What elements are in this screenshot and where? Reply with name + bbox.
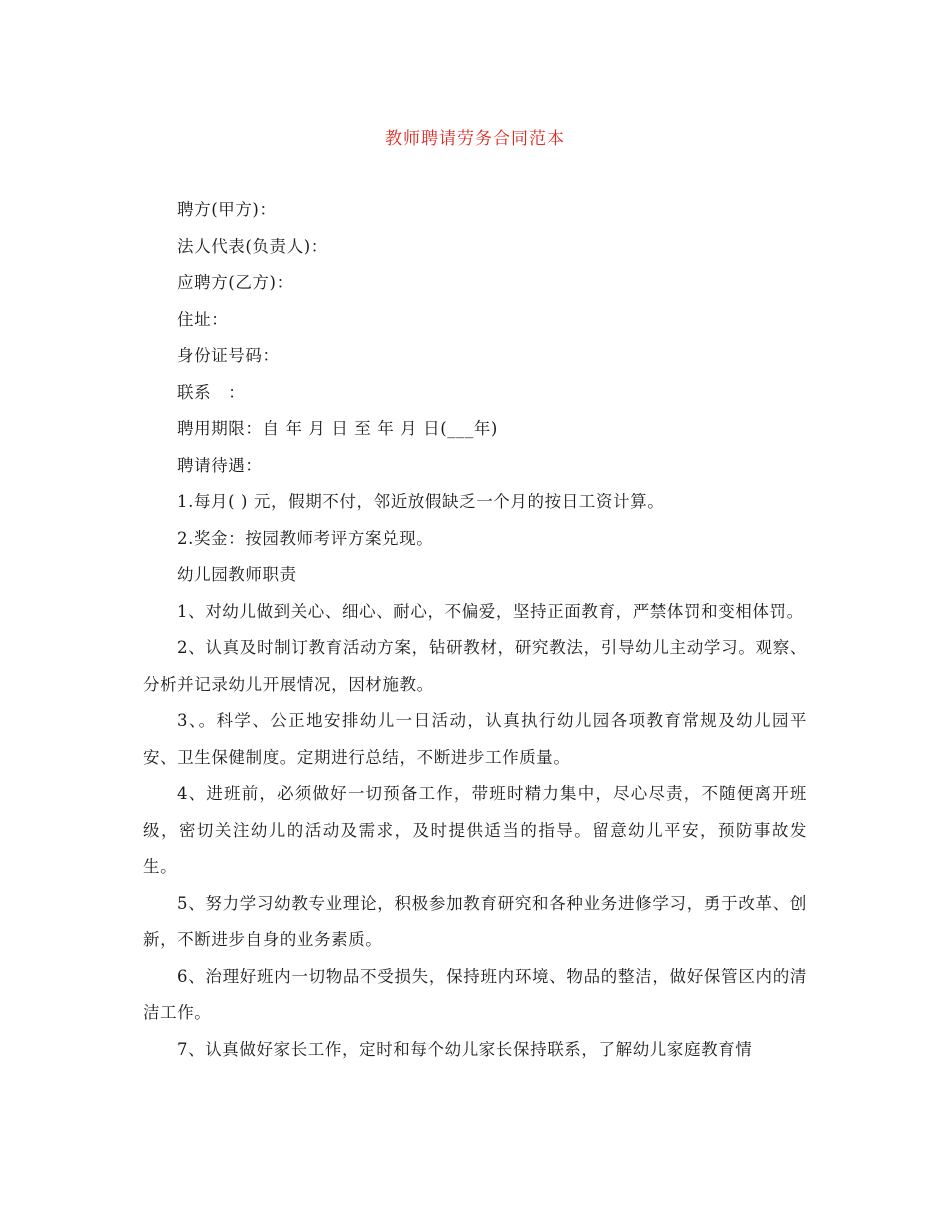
salary-item: 2.奖金：按园教师考评方案兑现。 <box>177 528 434 548</box>
duty-item: 1、对幼儿做到关心、细心、耐心，不偏爱，坚持正面教育，严禁体罚和变相体罚。 <box>177 601 804 621</box>
document-body <box>143 192 807 1068</box>
duty-item: 2、认真及时制订教育活动方案，钻研教材，研究教法，引导幼儿主动学习。观察、分析并记录幼儿开展情况，因材施教。 <box>143 638 807 694</box>
duty-item: 6、治理好班内一切物品不受损失，保持班内环境、物品的整洁，做好保管区内的清洁工作。 <box>143 966 807 1022</box>
field-employee: 应聘方(乙方)： <box>177 273 294 292</box>
field-term: 聘用期限：自 年 月 日 至 年 月 日(___年) <box>177 419 498 438</box>
field-compensation: 聘请待遇： <box>177 455 263 475</box>
field-id-number: 身份证号码： <box>177 346 280 365</box>
document-title: 教师聘请劳务合同范本 <box>385 129 565 149</box>
field-legal-representative: 法人代表(负责人)： <box>177 236 328 256</box>
duties-heading: 幼儿园教师职责 <box>177 565 297 584</box>
duty-item: 5、努力学习幼教专业理论，积极参加教育研究和各种业务进修学习，勇于改革、创新，不断进步自身的业务素质。 <box>143 893 807 949</box>
duty-item: 7、认真做好家长工作，定时和每个幼儿家长保持联系，了解幼儿家庭教育情 <box>177 1039 753 1059</box>
duty-item: 4、进班前，必须做好一切预备工作，带班时精力集中，尽心尽责，不随便离开班级，密切关注幼儿的活动及需求，及时提供适当的指导。留意幼儿平安，预防事故发生。 <box>143 784 807 876</box>
field-address: 住址： <box>177 309 229 329</box>
salary-item: 1.每月( ) 元，假期不付，邻近放假缺乏一个月的按日工资计算。 <box>177 492 665 511</box>
field-contact: 联系 ： <box>177 382 246 402</box>
duty-item: 3、。科学、公正地安排幼儿一日活动，认真执行幼儿园各项教育常规及幼儿园平安、卫生保健制度。定期进行总结，不断进步工作质量。 <box>143 711 807 767</box>
field-employer: 聘方(甲方)： <box>177 200 277 219</box>
